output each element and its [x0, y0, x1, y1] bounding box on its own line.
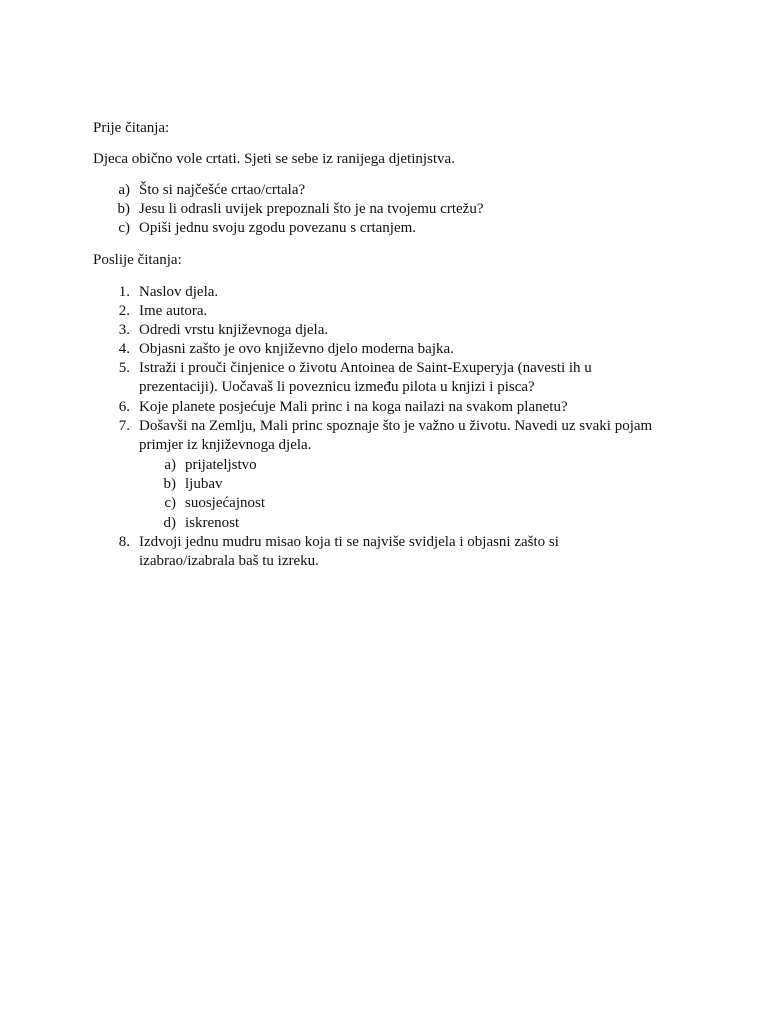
- before-reading-intro: Djeca obično vole crtati. Sjeti se sebe iz ranijega djetinjstva.: [93, 151, 455, 167]
- list-text: iskrenost: [185, 515, 240, 531]
- list-text: Opiši jednu svoju zgodu povezanu s crtanjem.: [139, 220, 417, 236]
- list-marker: 4.: [118, 341, 130, 357]
- list-text: Jesu li odrasli uvijek prepoznali što je na tvojemu crtežu?: [139, 201, 484, 217]
- list-marker: 7.: [118, 418, 130, 434]
- list-marker: a): [118, 182, 130, 198]
- list-marker: c): [164, 495, 176, 511]
- before-reading-heading: Prije čitanja:: [93, 120, 170, 136]
- after-reading-heading: Poslije čitanja:: [93, 252, 182, 268]
- list-text: suosjećajnost: [185, 495, 265, 511]
- list-marker: 6.: [118, 399, 130, 415]
- list-text-continuation: prezentaciji). Uočavaš li poveznicu između pilota u knjizi i pisca?: [139, 379, 535, 395]
- list-marker: b): [163, 476, 176, 492]
- list-marker: c): [118, 220, 130, 236]
- list-text: Odredi vrstu književnoga djela.: [139, 322, 329, 338]
- list-marker: 8.: [118, 534, 130, 550]
- list-marker: a): [164, 457, 176, 473]
- list-marker: d): [163, 515, 176, 531]
- list-marker: b): [117, 201, 130, 217]
- list-text: Izdvoji jednu mudru misao koja ti se najviše svidjela i objasni zašto si: [139, 534, 559, 550]
- list-text-continuation: izabrao/izabrala baš tu izreku.: [139, 553, 319, 569]
- list-marker: 5.: [118, 360, 130, 376]
- list-text-continuation: primjer iz književnoga djela.: [139, 437, 312, 453]
- list-text: Koje planete posjećuje Mali princ i na koga nailazi na svakom planetu?: [139, 399, 568, 415]
- list-marker: 1.: [118, 284, 130, 300]
- list-text: Došavši na Zemlju, Mali princ spoznaje što je važno u životu. Navedi uz svaki pojam: [139, 418, 653, 434]
- list-text: Objasni zašto je ovo književno djelo moderna bajka.: [139, 341, 454, 357]
- list-text: Naslov djela.: [139, 284, 219, 300]
- list-text: Ime autora.: [139, 303, 208, 319]
- list-marker: 3.: [118, 322, 130, 338]
- list-text: Istraži i prouči činjenice o životu Antoinea de Saint-Exuperyja (navesti ih u: [139, 360, 592, 376]
- list-text: Što si najčešće crtao/crtala?: [139, 182, 306, 198]
- list-text: ljubav: [185, 476, 223, 492]
- list-marker: 2.: [118, 303, 130, 319]
- list-text: prijateljstvo: [185, 457, 257, 473]
